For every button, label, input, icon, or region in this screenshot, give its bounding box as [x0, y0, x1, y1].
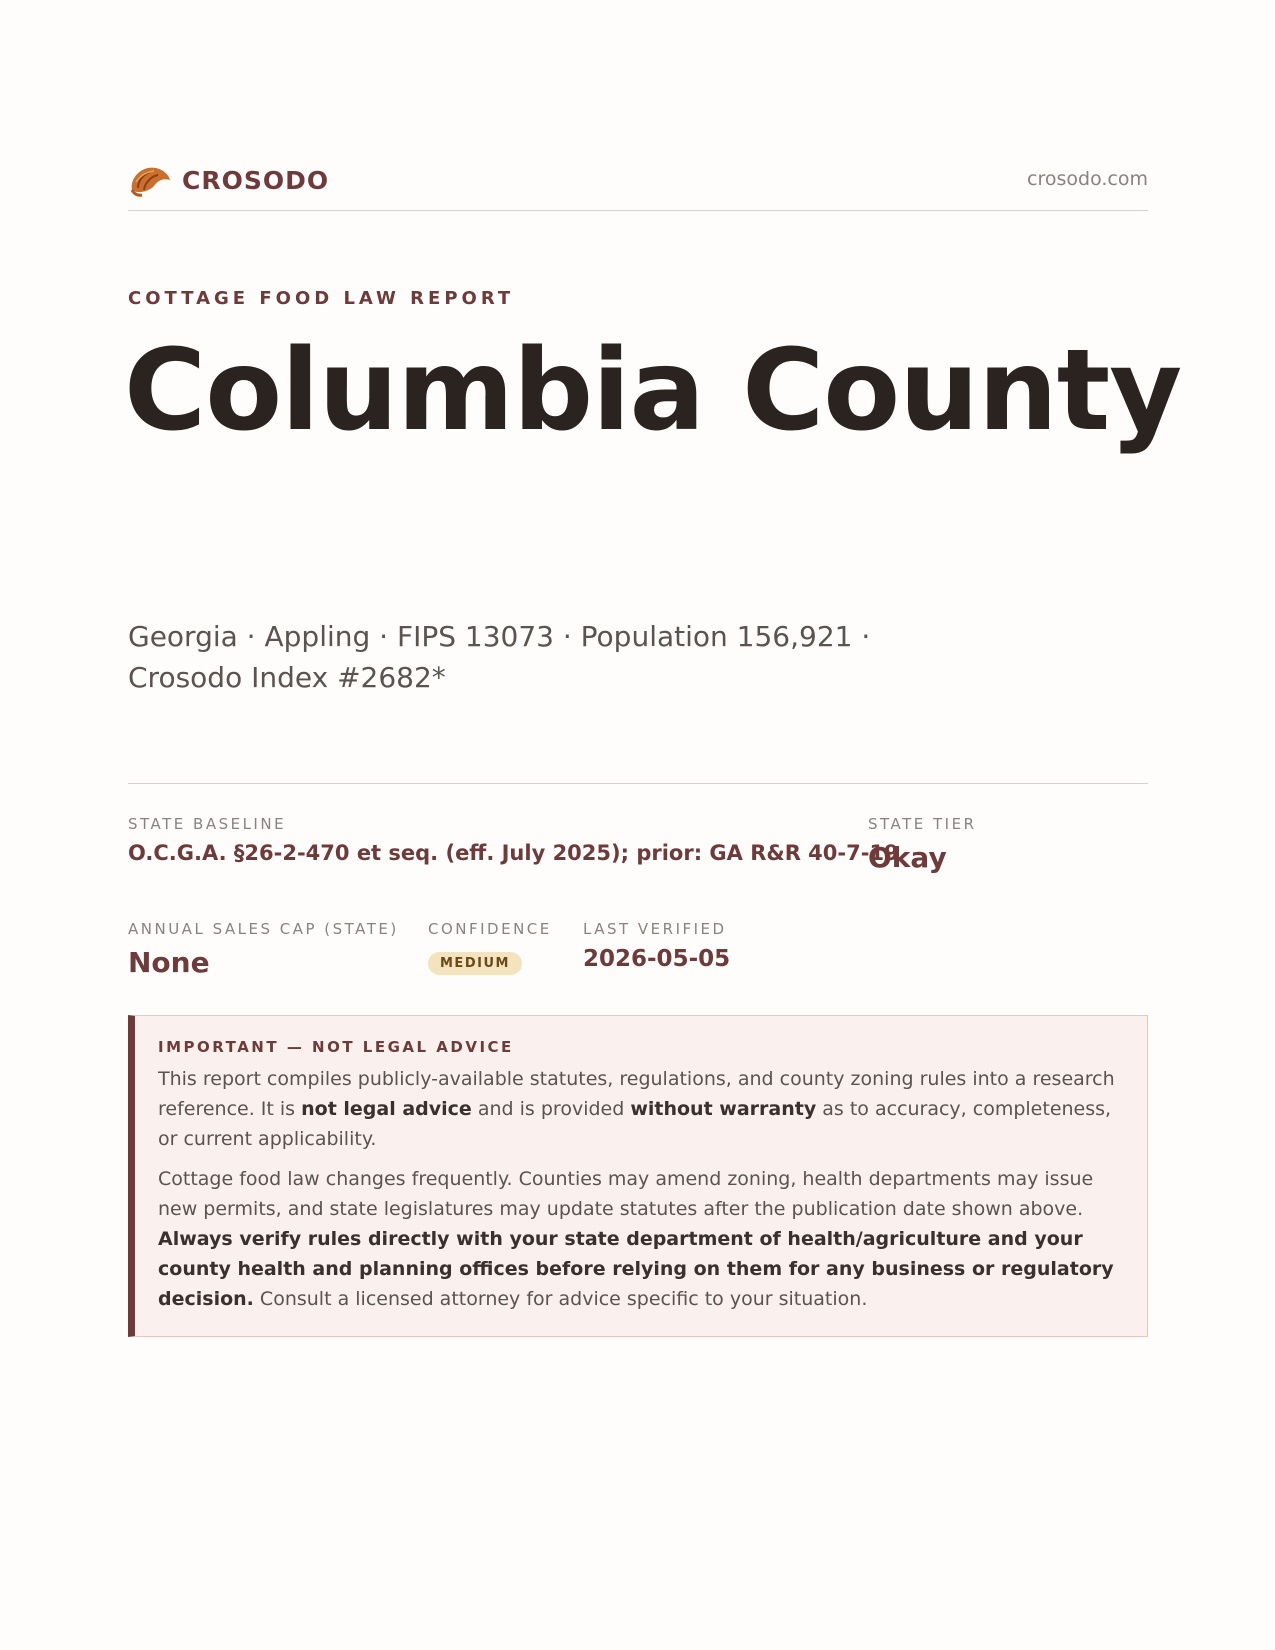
last-verified-value: 2026-05-05: [583, 946, 731, 972]
notice-text: This report compiles publicly-available statutes, regulations, and county zoning rules into a research reference. It is: [158, 1068, 1115, 1120]
state-baseline-value: O.C.G.A. §26-2-470 et seq. (eff. July 2025); prior: GA R&R 40-7-19: [128, 841, 899, 865]
confidence-label: CONFIDENCE: [428, 920, 552, 938]
notice-paragraph-2: [158, 1164, 1123, 1314]
sales-cap-value: None: [128, 946, 210, 979]
page-header: [128, 160, 1148, 211]
report-eyebrow: COTTAGE FOOD LAW REPORT: [128, 288, 515, 309]
brand-name: CROSODO: [182, 165, 330, 195]
confidence: [428, 920, 552, 975]
confidence-badge: MEDIUM: [428, 952, 522, 975]
notice-text: and is provided: [471, 1098, 631, 1120]
state-tier: [868, 815, 977, 874]
notice-emphasis: not legal advice: [301, 1098, 472, 1120]
brand[interactable]: [128, 160, 329, 200]
divider: [128, 783, 1148, 784]
last-verified: [583, 920, 730, 972]
report-subtitle: Georgia · Appling · FIPS 13073 · Population 156,921 · Crosodo Index #2682*: [128, 620, 871, 694]
notice-title: IMPORTANT — NOT LEGAL ADVICE: [158, 1038, 514, 1056]
sales-cap: [128, 920, 399, 979]
croissant-icon: [128, 160, 172, 200]
state-baseline-label: STATE BASELINE: [128, 815, 287, 833]
last-verified-label: LAST VERIFIED: [583, 920, 727, 938]
notice-emphasis: Always verify rules directly with your state department of health/agriculture and your county health and planning offices before relying on them for any business or regulatory decision.: [158, 1228, 1114, 1310]
notice-paragraph-1: [158, 1064, 1123, 1154]
site-link[interactable]: crosodo.com: [1027, 168, 1148, 190]
legal-notice: [128, 1015, 1148, 1337]
page-title: Columbia County: [124, 326, 1182, 456]
notice-text: as to accuracy, completeness, or current applicability.: [158, 1098, 1112, 1150]
sales-cap-label: ANNUAL SALES CAP (STATE): [128, 920, 399, 938]
state-tier-value: Okay: [868, 841, 947, 874]
state-baseline: [128, 815, 899, 865]
notice-emphasis: without warranty: [630, 1098, 817, 1120]
state-tier-label: STATE TIER: [868, 815, 977, 833]
notice-text: Cottage food law changes frequently. Counties may amend zoning, health departments may issue new permits, and state legislatures may update statutes after the publication date shown above.: [158, 1168, 1094, 1220]
notice-text: Consult a licensed attorney for advice specific to your situation.: [253, 1288, 868, 1310]
